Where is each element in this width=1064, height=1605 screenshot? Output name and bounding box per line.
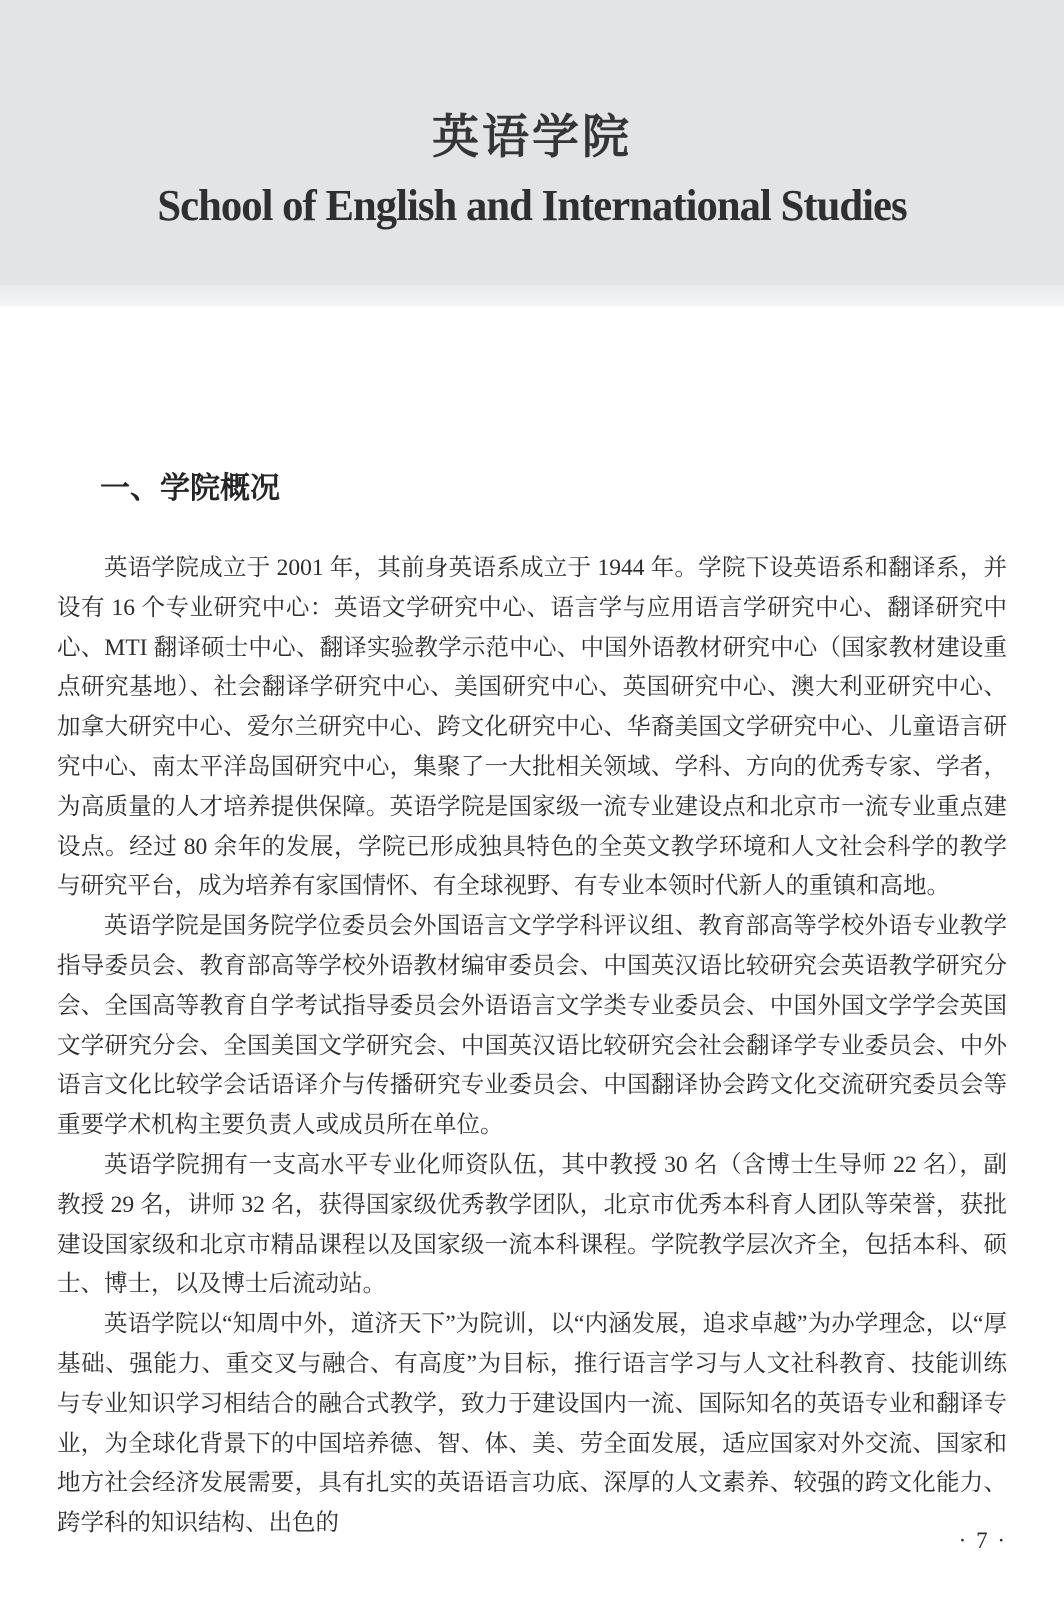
chapter-title-english: School of English and International Studies — [157, 181, 907, 230]
page-number: · 7 · — [958, 1528, 1007, 1553]
page-body — [57, 468, 1007, 1544]
paragraph-motto-and-goals: 英语学院以“知周中外，道济天下”为院训，以“内涵发展，追求卓越”为办学理念，以“厚基础、强能力、重交叉与融合、有高度”为目标，推行语言学习与人文社科教育、技能训练与专业知识学习相结合的融合式教学，致力于建设国内一流、国际知名的英语专业和翻译专业，为全球化背景下的中国培养德、智、体、美、劳全面发展，适应国家对外交流、国家和地方社会经济发展需要，具有扎实的英语语言功底、深厚的人文素养、较强的跨文化能力、跨学科的知识结构、出色的 — [57, 1311, 1007, 1537]
chapter-title-chinese: 英语学院 — [432, 112, 632, 164]
chapter-header-band — [0, 0, 1064, 307]
paragraph-overview: 英语学院成立于 2001 年，其前身英语系成立于 1944 年。学院下设英语系和翻译系，并设有 16 个专业研究中心：英语文学研究中心、语言学与应用语言学研究中心、翻译研究中心、MTI 翻译硕士中心、翻译实验教学示范中心、中国外语教材研究中心（国家教材建设重点研究基地）、社会翻译学研究中心、美国研究中心、英国研究中心、澳大利亚研究中心、加拿大研究中心、爱尔兰研究中心、跨文化研究中心、华裔美国文学研究中心、儿童语言研究中心、南太平洋岛国研究中心，集聚了一大批相关领域、学科、方向的优秀专家、学者，为高质量的人才培养提供保障。英语学院是国家级一流专业建设点和北京市一流专业重点建设点。经过 80 余年的发展，学院已形成独具特色的全英文教学环境和人文社会科学的教学与研究平台，成为培养有家国情怀、有全球视野、有专业本领时代新人的重镇和高地。 — [57, 555, 1007, 900]
paragraph-faculty: 英语学院拥有一支高水平专业化师资队伍，其中教授 30 名（含博士生导师 22 名），副教授 29 名，讲师 32 名，获得国家级优秀教学团队，北京市优秀本科育人团队等荣誉，获批建设国家级和北京市精品课程以及国家级一流本科课程。学院教学层次齐全，包括本科、硕士、博士，以及博士后流动站。 — [57, 1151, 1007, 1298]
section-heading: 一、学院概况 — [100, 472, 280, 505]
paragraph-academic-organizations: 英语学院是国务院学位委员会外国语言文学学科评议组、教育部高等学校外语专业教学指导委员会、教育部高等学校外语教材编审委员会、中国英汉语比较研究会英语教学研究分会、全国高等教育自学考试指导委员会外语语言文学类专业委员会、中国外国文学学会英国文学研究分会、全国美国文学研究会、中国英汉语比较研究会社会翻译学专业委员会、中外语言文化比较学会话语译介与传播研究专业委员会、中国翻译协会跨文化交流研究委员会等重要学术机构主要负责人或成员所在单位。 — [57, 913, 1007, 1139]
body-text — [57, 549, 1007, 1544]
